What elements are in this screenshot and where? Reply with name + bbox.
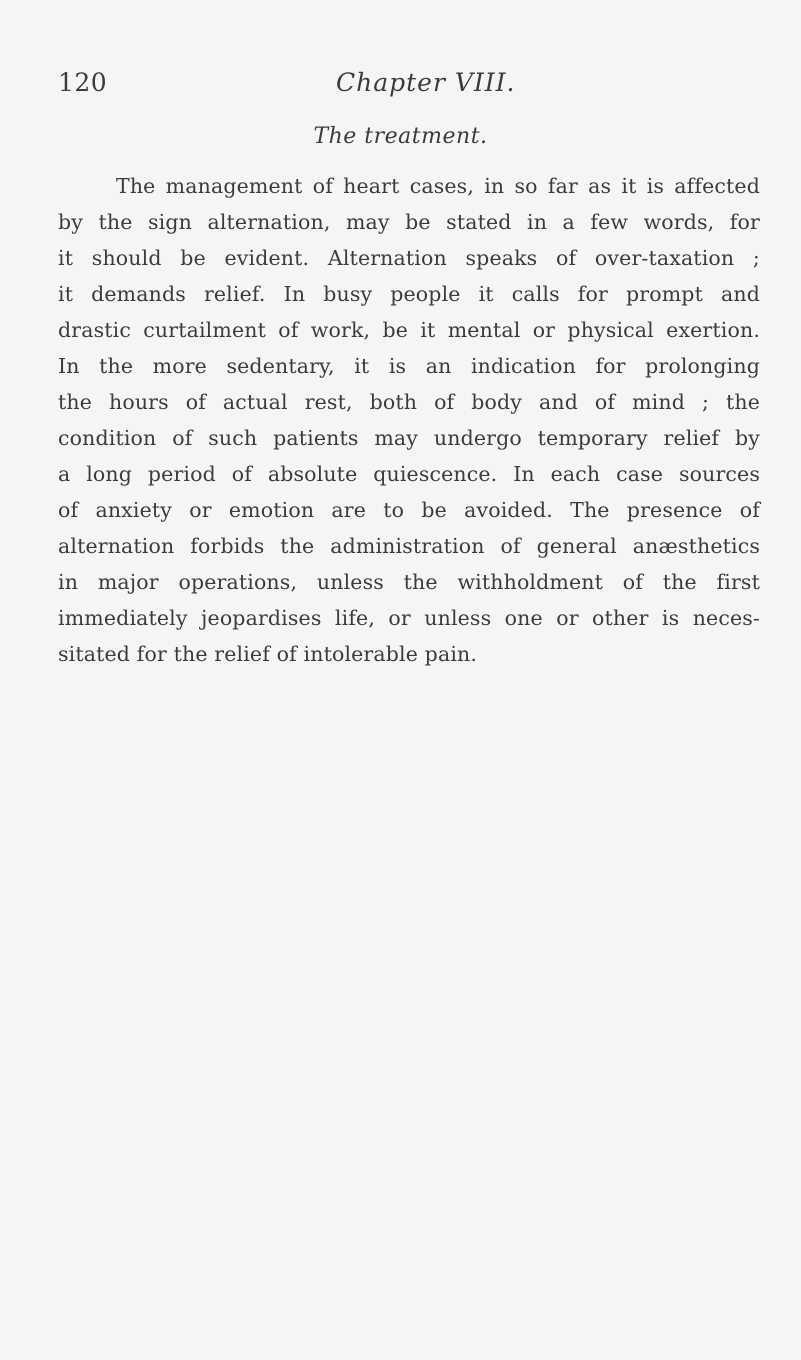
text-line: in major operations, unless the withholdment of the first (58, 570, 760, 594)
text-line: a long period of absolute quiescence. In each case sources (58, 462, 760, 486)
text-line: In the more sedentary, it is an indication for prolonging (58, 354, 760, 378)
text-line: alternation forbids the administration of general anæsthetics (58, 534, 760, 558)
text-line: The management of heart cases, in so far as it is affected (116, 174, 760, 198)
section-heading: The treatment. (313, 124, 488, 149)
chapter-title: Chapter VIII. (336, 68, 516, 97)
text-line: it should be evident. Alternation speaks of over-taxation ; (58, 246, 760, 270)
page-number: 120 (58, 68, 108, 97)
running-head (58, 68, 760, 108)
text-line: condition of such patients may undergo temporary relief by (58, 426, 760, 450)
text-line: immediately jeopardises life, or unless one or other is neces- (58, 606, 760, 630)
text-line: of anxiety or emotion are to be avoided. The presence of (58, 498, 760, 522)
text-line: by the sign alternation, may be stated in a few words, for (58, 210, 760, 234)
text-line: sitated for the relief of intolerable pain. (58, 642, 478, 666)
text-line: drastic curtailment of work, be it mental or physical exertion. (58, 318, 760, 342)
text-line: the hours of actual rest, both of body and of mind ; the (58, 390, 760, 414)
text-line: it demands relief. In busy people it calls for prompt and (58, 282, 760, 306)
body-paragraph (58, 168, 760, 672)
